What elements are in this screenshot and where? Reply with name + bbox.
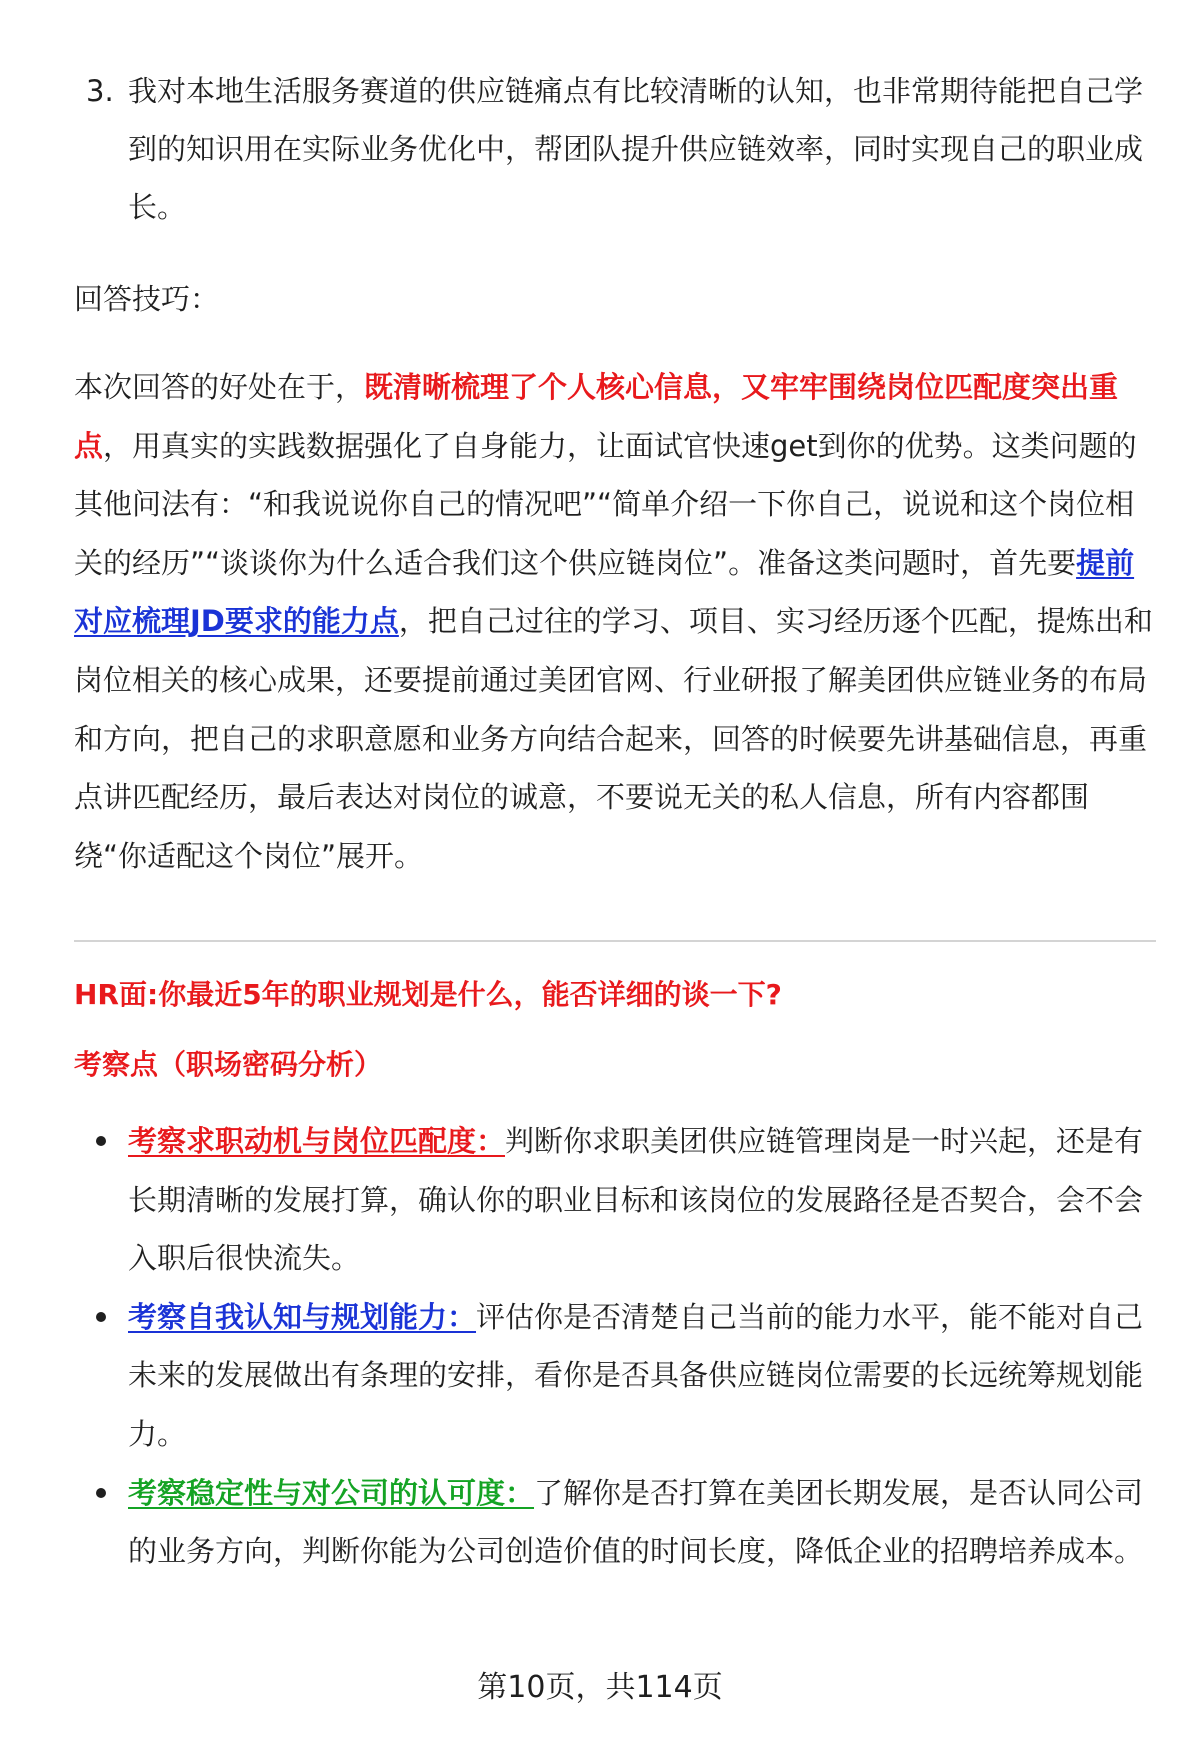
list-item (74, 1464, 1156, 1581)
tips-highlight-blue: 提前对应梳理JD要求的能力点 (74, 545, 1135, 639)
item-number: 3. (86, 74, 114, 108)
bullet-dot-icon (96, 1488, 106, 1498)
tips-text-2: ，用真实的实践数据强化了自身能力，让面试官快速get到你的优势。这类问题的其他问法有：“和我说说你自己的情况吧”“简单介绍一下你自己，说说和这个岗位相关的经历”“谈谈你为什么适合我们这个供应链岗位”。准备这类问题时，首先要 (74, 428, 1137, 580)
tips-paragraph (74, 358, 1159, 885)
bullet-text: 了解你是否打算在美团长期发展，是否认同公司的业务方向，判断你能为公司创造价值的时间长度，降低企业的招聘培养成本。 (128, 1475, 1144, 1569)
numbered-item-3 (74, 62, 1154, 236)
item-text: 我对本地生活服务赛道的供应链痛点有比较清晰的认知，也非常期待能把自己学到的知识用在实际业务优化中，帮团队提升供应链效率，同时实现自己的职业成长。 (128, 74, 1144, 224)
tips-text-3: ，把自己过往的学习、项目、实习经历逐个匹配，提炼出和岗位相关的核心成果，还要提前通过美团官网、行业研报了解美团供应链业务的布局和方向，把自己的求职意愿和业务方向结合起来，回答的时候要先讲基础信息，再重点讲匹配经历，最后表达对岗位的诚意，不要说无关的私人信息，所有内容都围绕“你适配这个岗位”展开。 (74, 604, 1153, 873)
bullet-label: 考察自我认知与规划能力： (128, 1299, 477, 1334)
tips-text-1: 本次回答的好处在于， (74, 370, 365, 404)
bullet-text: 评估你是否清楚自己当前的能力水平，能不能对自己未来的发展做出有条理的安排，看你是否具备供应链岗位需要的长远统筹规划能力。 (128, 1299, 1144, 1451)
section-divider (74, 940, 1156, 942)
bullet-dot-icon (96, 1136, 106, 1146)
tips-label: 回答技巧： (74, 282, 220, 316)
assessment-points-heading: 考察点（职场密码分析） (74, 1048, 383, 1081)
bullet-label: 考察求职动机与岗位匹配度： (128, 1124, 506, 1158)
bullet-text: 判断你求职美团供应链管理岗是一时兴起，还是有长期清晰的发展打算，确认你的职业目标和该岗位的发展路径是否契合，会不会入职后很快流失。 (128, 1124, 1144, 1276)
page-number: 第10页，共114页 (477, 1670, 723, 1705)
list-item (74, 1288, 1156, 1464)
tips-highlight-red: 既清晰梳理了个人核心信息，又牢牢围绕岗位匹配度突出重点 (74, 370, 1119, 463)
bullet-label: 考察稳定性与对公司的认可度： (128, 1475, 535, 1510)
hr-question-heading: HR面:你最近5年的职业规划是什么，能否详细的谈一下? (74, 978, 782, 1011)
list-item (74, 1112, 1156, 1288)
assessment-list (74, 1112, 1156, 1581)
bullet-dot-icon (96, 1312, 106, 1322)
